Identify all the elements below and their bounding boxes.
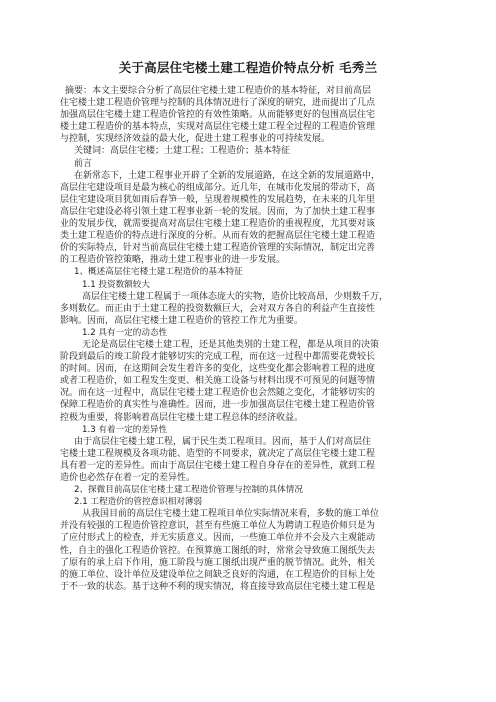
text-line: 的施工单位、设计单位及建设单位之间缺乏良好的沟通，在工程造价的目标上处: [60, 569, 376, 580]
text-line: 高层住宅建设必将引领土建工程事业新一轮的发展。因而，为了加快土建工程事: [60, 206, 376, 217]
section-heading: 2.1 工程造价的管控意识相对薄弱: [74, 497, 203, 508]
text-line: 层住宅建设项目犹如雨后春笋一般，呈现着规模性的发展趋势，在未来的几年里: [60, 194, 376, 205]
section-heading: 1.3 有着一定的差异性: [82, 424, 168, 435]
text-line: 住宅楼土建工程造价管理与控制的具体情况进行了深度的研究，进而提出了几点: [60, 98, 376, 109]
text-line: 的时间。因而，在这期间会发生着许多的变化，这些变化都会影响着工程的进度: [60, 364, 376, 375]
section-heading: 1.1 投资数额较大: [82, 279, 150, 290]
page-title: 关于高层住宅楼土建工程造价特点分析 毛秀兰: [118, 60, 378, 75]
text-line: 无论是高层住宅楼土建工程，还是其他类别的土建工程，都是从项目的决策: [82, 339, 380, 350]
text-line: 价的实际特点，针对当前高层住宅楼土建工程造价管理的实际情况，制定出完善: [60, 243, 376, 254]
text-line: 摘要：本文主要综合分析了高层住宅楼土建工程造价的基本特征，对目前高层: [65, 86, 372, 96]
text-line: 了应付形式上的检查，并无实质意义。因而，一些施工单位并不会及六主观能动: [60, 533, 376, 544]
text-line: 性，自主的强化工程造价管控。在预算施工图纸的时，常常会导致施工图纸失去: [60, 545, 376, 556]
text-line: 保障工程造价的真实性与准确性。因而，进一步加强高层住宅楼土建工程造价管: [60, 400, 376, 411]
text-line: 前言: [74, 158, 93, 169]
text-line: 高层住宅建设项目是最为核心的组成部分。近几年，在城市化发展的带动下，高: [60, 182, 376, 193]
section-heading: 2、探微目前高层住宅楼土建工程造价管理与控制的具体情况: [74, 485, 303, 496]
text-line: 或者工程造价，如工程发生变更、相关施工设备与材料出现不可预见的问题等情: [60, 376, 376, 387]
text-line: 楼土建工程造价的基本特点，实现对高层住宅楼土建工程全过程的工程造价管理: [60, 122, 376, 133]
text-line: 控极为重要，将影响着高层住宅楼土建工程总体的经济收益。: [60, 412, 304, 423]
text-line: 况。而在这一过程中，高层住宅楼土建工程造价也会然随之变化，才能够切实的: [60, 388, 376, 399]
text-line: 多则数亿。而正由于土建工程的投资数额巨大，会对双方各自的利益产生直接性: [60, 303, 376, 314]
text-line: 从我国目前的高层住宅楼土建工程项目单位实际情况来看，多数的施工单位: [82, 509, 380, 520]
text-line: 由于高层住宅楼土建工程，属于民生类工程项目。因而，基于人们对高层住: [74, 436, 372, 447]
text-line: 类土建工程造价的特点进行深度的分析。从而有效的把握高层住宅楼土建工程造: [60, 231, 376, 242]
text-line: 具有着一定的差异性。而由于高层住宅楼土建工程自身存在的差异性，就到工程: [60, 460, 376, 471]
text-line: 在新常态下，土建工程事业开辟了全新的发展道路，在这全新的发展道路中，: [74, 170, 381, 181]
text-line: 影响。因而，高层住宅楼土建工程造价的管控工作尤为重要。: [60, 315, 304, 326]
text-line: 关键词：高层住宅楼；土建工程；工程造价；基本特征: [74, 146, 291, 157]
article-body: [60, 85, 442, 593]
text-line: 于不一致的状态。基于这种不利的现实情况，将直接导致高层住宅楼土建工程是: [60, 581, 376, 592]
text-line: 宅楼土建工程规模及各项功能、造型的不同要求，就决定了高层住宅楼土建工程: [60, 448, 376, 459]
text-line: 的工程造价管控策略，推动土建工程事业的进一步发展。: [60, 255, 286, 266]
text-line: 与控制，实现经济效益的最大化，促进土建工程事业的可持续发展。: [60, 134, 331, 145]
text-line: 加强高层住宅楼土建工程造价管控的有效性策略。从而能够更好的包围高层住宅: [60, 110, 376, 121]
section-heading: 1、概述高层住宅楼土建工程造价的基本特征: [74, 267, 243, 278]
text-line: 高层住宅楼土建工程属于一项体态庞大的实物，造价比较高昂，少则数千万，: [82, 291, 389, 302]
section-heading: 1.2 具有一定的动态性: [82, 327, 168, 338]
text-line: 了原有的承上启下作用，施工阶段与施工图纸出现严重的脱节情况。此外，相关: [60, 557, 376, 568]
text-line: 造价也必然存在着一定的差异性。: [60, 473, 196, 483]
text-line: 并没有较强的工程造价管控意识，甚至有些施工单位人为聘请工程造价师只是为: [60, 521, 376, 532]
text-line: 阶段到最后的竣工阶段才能够切实的完成工程，而在这一过程中都需要花费较长: [60, 352, 376, 363]
text-line: 业的发展步伐，就需要提高对高层住宅楼土建工程造价的重视程度，尤其要对该: [60, 219, 376, 230]
